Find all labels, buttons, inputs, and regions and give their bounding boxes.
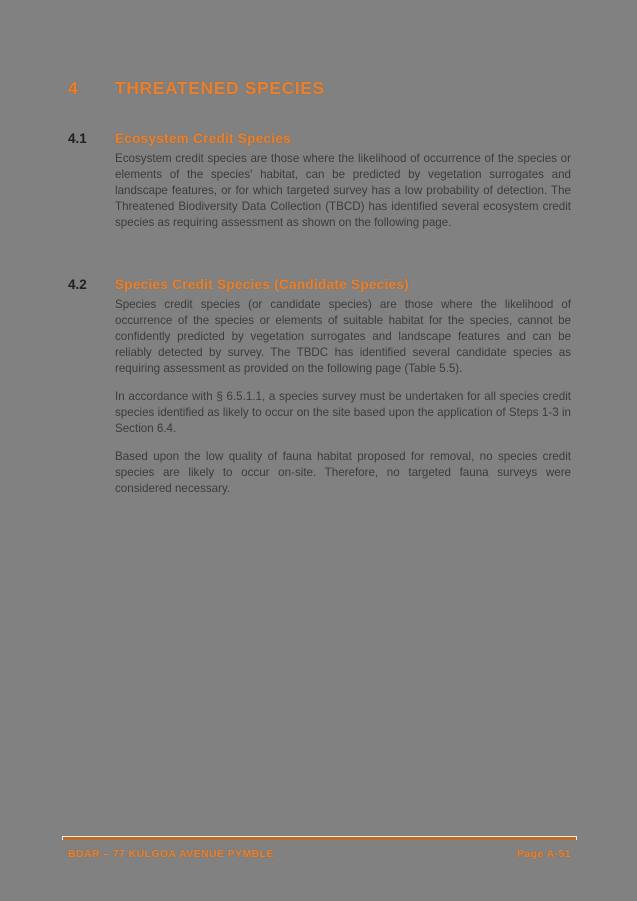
section-4-2-heading xyxy=(0,277,637,292)
page-content xyxy=(0,78,637,533)
section-body-row xyxy=(0,297,637,509)
chapter-title: THREATENED SPECIES xyxy=(115,78,325,98)
section-number: 4.1 xyxy=(68,131,87,146)
paragraph: Species credit species (or candidate species) are those where the likelihood of occurrence of the species or elements of suitable habitat for the species, cannot be confidently predicted by vegetation surrogates and landscape features and can be reliably detected by survey. The TBDC has identified several candidate species as requiring assessment as provided on the following page (Table 5.5). xyxy=(115,298,571,375)
paragraph: In accordance with § 6.5.1.1, a species survey must be undertaken for all species credit species identified as likely to occur on the site based upon the application of Steps 1-3 in Section 6.4. xyxy=(115,390,571,435)
section-4-2 xyxy=(0,277,637,509)
footer-divider xyxy=(62,836,577,840)
chapter-heading xyxy=(0,78,637,99)
section-title: Species Credit Species (Candidate Species) xyxy=(115,277,409,292)
section-title: Ecosystem Credit Species xyxy=(115,131,292,146)
chapter-number: 4 xyxy=(68,78,79,98)
page-footer xyxy=(62,836,577,860)
paragraph: Based upon the low quality of fauna habitat proposed for removal, no species credit species are likely to occur on-site. Therefore, no targeted fauna surveys were considered necessary. xyxy=(115,450,571,495)
paragraph: Ecosystem credit species are those where the likelihood of occurrence of the species or elements of the species' habitat, can be predicted by vegetation surrogates and landscape features, or for which targeted survey has a low probability of detection. The Threatened Biodiversity Data Collection (TBCD) has identified several ecosystem credit species as requiring assessment as shown on the following page. xyxy=(115,152,571,229)
section-body xyxy=(115,151,571,243)
section-4-1-heading xyxy=(0,131,637,146)
section-4-1 xyxy=(0,131,637,243)
footer-document-reference: BDAR – 77 KULGOA AVENUE PYMBLE xyxy=(68,848,274,860)
footer-page-number: Page A-51 xyxy=(517,848,571,860)
footer-text-row xyxy=(62,848,577,860)
section-number: 4.2 xyxy=(68,277,87,292)
section-body xyxy=(115,297,571,509)
section-body-row xyxy=(0,151,637,243)
